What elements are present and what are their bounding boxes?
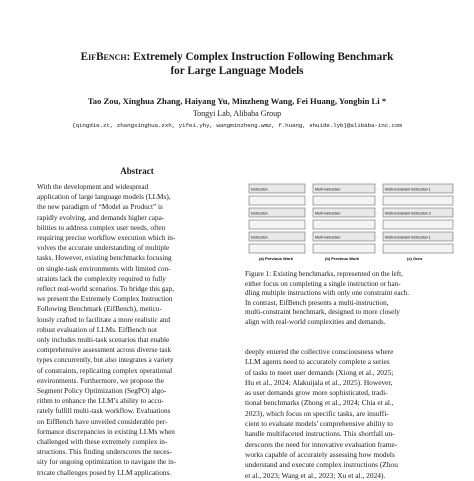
body-line: LLM agents need to accurately complete a series (245, 357, 390, 367)
body-line: cient to evaluate models' comprehensive ability to (245, 419, 393, 429)
abstract-body (37, 182, 237, 478)
box-text: Multi-Instruction (315, 187, 341, 192)
panel-label-c: (c) Ours (407, 256, 423, 261)
abstract-line: application of large language models (LLMs), (37, 193, 171, 202)
caption-line: In contrast, EifBench presents a multi-instruction, (245, 298, 389, 307)
body-line: understand and execute complex instructions (Zhou (245, 460, 398, 470)
abstract-line: reflect real-world scenarios. To bridge this gap, (37, 285, 175, 294)
box-text: Multi-Instruction (315, 211, 341, 216)
body-line: handle multifaceted instructions. This shortfall un- (245, 429, 395, 439)
abstract-line: only includes multi-task scenarios that enable (37, 336, 170, 345)
abstract-heading: Abstract (120, 166, 154, 176)
abstract-line: the new paradigm of “Model as Product” is (37, 203, 163, 212)
figure-panel-b (313, 184, 375, 253)
box-text: Multi-Constraint Instruction 1 (385, 235, 431, 240)
abstract-line: tasks. However, existing benchmarks focusing (37, 254, 172, 263)
body-line: derscores the need for innovative evaluation frame- (245, 439, 398, 449)
body-line: works capable of accurately assessing how models (245, 449, 395, 459)
panel-label-b: (b) Previous Work (325, 256, 360, 261)
box-text: Multi-Instruction (315, 235, 341, 240)
caption-line: either focus on completing a single instruction or han- (245, 279, 401, 288)
abstract-line: Segment Policy Optimization (SegPO) algo- (37, 387, 167, 396)
abstract-line: bilities to address complex user needs, often (37, 223, 166, 232)
box-text: Multi-Constraint Instruction 1 (385, 187, 431, 192)
box-text: Instruction (251, 235, 268, 240)
author-emails: {qingdie.zt, zhangxinghua.zxh, yifei.yhy, wangminzheng.wmz, f.huang, shuide.lyb}@alibaba-inc.com (72, 122, 402, 129)
box-text: Instruction (251, 187, 268, 192)
figure-caption (245, 270, 457, 328)
body-line: tional benchmarks (Zhong et al., 2024; Chia et al., (245, 398, 394, 408)
abstract-line: requiring precise workflow execution which in- (37, 234, 176, 243)
abstract-line: rapidly evolving, and demands higher capa- (37, 213, 165, 222)
abstract-line: Following Benchmark (EifBench), meticu- (37, 305, 162, 314)
body-line: et al., 2023; Wang et al., 2023; Xu et al., 2024). (245, 470, 386, 480)
abstract-line: rithm to enhance the LLM’s ability to accu- (37, 397, 164, 406)
abstract-line: robust evaluation of LLMs. EifBench not (37, 325, 158, 334)
abstract-line: volves the accurate understanding of multiple (37, 244, 170, 253)
abstract-line: With the development and widespread (37, 183, 149, 191)
author-list: Tao Zou, Xinghua Zhang, Haiyang Yu, Minzheng Wang, Fei Huang, Yongbin Li * (87, 96, 387, 106)
abstract-line: on single-task environments with limited con- (37, 264, 171, 273)
caption-line: multi-constraint benchmark, designed to more closely (245, 308, 400, 317)
figure-1 (245, 178, 457, 263)
abstract-line: comprehensive assessment across diverse task (37, 346, 172, 355)
abstract-line: environments. Furthermore, we propose the (37, 376, 164, 385)
title-line-2: for Large Language Models (170, 65, 304, 77)
abstract-line: structions. This finding underscores the neces- (37, 448, 172, 457)
abstract-line: formance discrepancies in existing LLMs when (37, 427, 175, 436)
abstract-line: tricate challenges posed by LLM applications. (37, 468, 172, 477)
abstract-line: we present the Extremely Complex Instruction (37, 295, 173, 304)
abstract-line: of constraints, replicating complex operational (37, 366, 173, 375)
abstract-line: rately fulfill multi-task workflow. Evaluations (37, 407, 171, 416)
body-line: as user demands grow more sophisticated, tradi- (245, 388, 388, 398)
paper-title (20, 50, 454, 78)
box-text: Multi-Constraint Instruction 2 (385, 211, 431, 216)
abstract-line: straints lack the complexity required to fully (37, 274, 166, 283)
figure-panel-c (383, 184, 453, 253)
abstract-line: types concurrently, but also integrates a variety (37, 356, 174, 365)
intro-text-right (245, 347, 457, 481)
box-text: Instruction (251, 211, 268, 216)
body-line: deeply entered the collective consciousness where (245, 347, 394, 356)
body-line: 2023), which focus on specific tasks, are insuffi- (245, 408, 389, 418)
benchmark-name: EifBench (80, 51, 127, 63)
abstract-line: challenged with these extremely complex in- (37, 438, 168, 447)
figure-panel-a (249, 184, 305, 253)
title-line-1: : Extremely Complex Instruction Following Benchmark (126, 51, 394, 63)
body-line: Hu et al., 2024; Alakuijala et al., 2025). However, (245, 377, 393, 387)
abstract-line: on EifBench have unveiled considerable per- (37, 417, 168, 426)
body-line: of tasks to meet user demands (Xiong et al., 2025; (245, 367, 394, 377)
abstract-line: lously crafted to facilitate a more realistic and (37, 315, 171, 324)
affiliation: Tongyi Lab, Alibaba Group (192, 109, 282, 118)
panel-label-a: (a) Previous Work (259, 256, 293, 261)
caption-line: align with real-world complexities and demands. (245, 317, 386, 326)
caption-line: dling multiple instructions with only one constraint each. (245, 289, 410, 298)
caption-line: Figure 1: Existing benchmarks, represented on the left, (245, 270, 403, 278)
abstract-line: sity for ongoing optimization to navigate the in- (37, 458, 177, 467)
